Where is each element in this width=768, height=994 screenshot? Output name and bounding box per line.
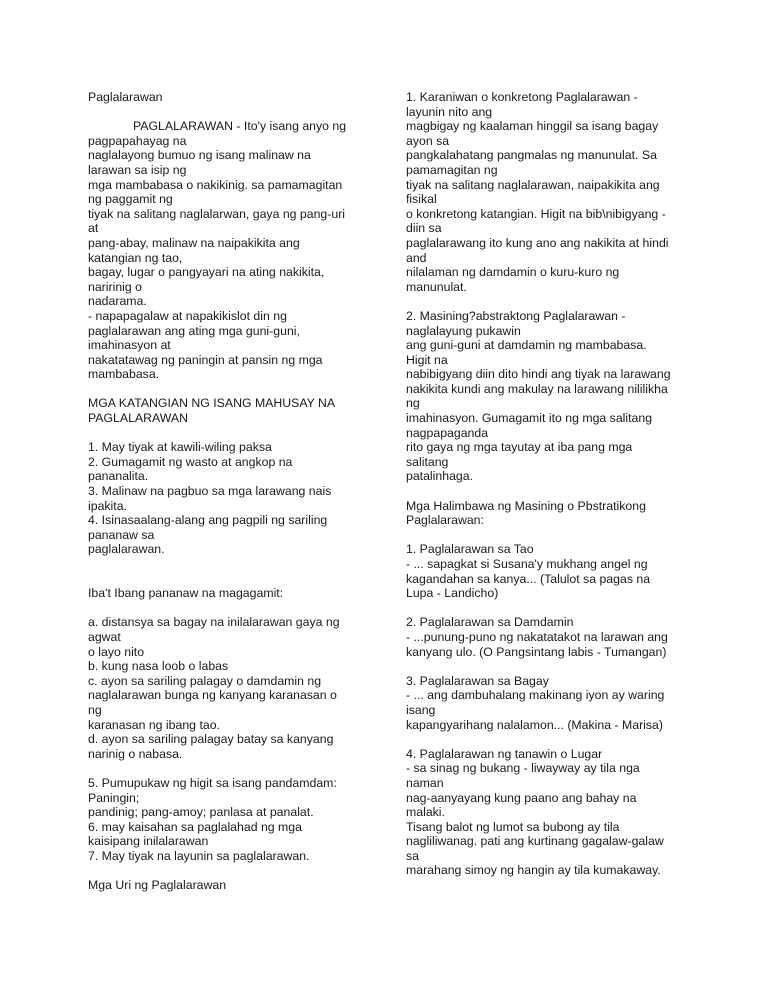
text-line: naglalayong bumuo ng isang malinaw na [88, 148, 311, 163]
text-line: sa [406, 848, 419, 863]
text-line: 2. Gumagamit ng wasto at angkop na [88, 454, 293, 469]
text-line [406, 484, 696, 499]
text-line: Mga Halimbawa ng Masining o Pbstratikong [406, 498, 646, 513]
text-line: paglalarawan ang ating mga guni-guni, [88, 323, 300, 338]
text-line: ang guni-guni at damdamin ng mambabasa. [406, 338, 647, 353]
text-line: 3. Paglalarawan sa Bagay [406, 673, 549, 688]
text-line: 3. Malinaw na pagbuo sa mga larawang nais [88, 484, 332, 499]
text-line: salitang [406, 454, 449, 469]
text-line: Mga Uri ng Paglalarawan [88, 878, 227, 893]
text-line: - ...punung-puno ng nakatatakot na larawan ang [406, 629, 668, 644]
text-line: Paglalarawan: [406, 513, 484, 528]
text-line: imahinasyon at [88, 338, 171, 353]
text-line: naman [406, 775, 444, 790]
text-line: diin sa [406, 221, 442, 236]
text-line: Paningin; [88, 790, 140, 805]
text-line: pananaw sa [88, 527, 155, 542]
text-line: mga mambabasa o nakikinig. sa pamamagitan [88, 177, 343, 192]
text-line: MGA KATANGIAN NG ISANG MAHUSAY NA [88, 396, 336, 411]
text-line: nakikita kundi ang makulay na larawang nililikha [406, 381, 668, 396]
text-line: ng [406, 396, 420, 411]
text-line [88, 426, 370, 441]
text-line: kapangyarihang nalalamon... (Makina - Marisa) [406, 717, 663, 732]
text-line: o layo nito [88, 644, 145, 659]
text-line: ng [88, 702, 102, 717]
text-line: tiyak na salitang naglalarawan, naipakikita ang [406, 177, 660, 192]
left-column [88, 90, 370, 893]
text-line: naglalayung pukawin [406, 323, 521, 338]
text-line: isang [406, 702, 436, 717]
text-line: at [88, 221, 99, 236]
text-line: b. kung nasa loob o labas [88, 659, 229, 674]
text-line: magbigay ng kaalaman hinggil sa isang bagay [406, 119, 659, 134]
text-line [88, 601, 370, 616]
text-line: and [406, 250, 427, 265]
text-line: 1. Karaniwan o konkretong Paglalarawan - [406, 90, 638, 104]
text-line: mambabasa. [88, 367, 160, 382]
text-line: c. ayon sa sariling palagay o damdamin ng [88, 673, 322, 688]
text-line: kaisipang inilalarawan [88, 834, 209, 849]
text-line: 7. May tiyak na layunin sa paglalarawan. [88, 848, 310, 863]
text-line: karanasan ng ibang tao. [88, 717, 220, 732]
text-line: o konkretong katangian. Higit na bib\nibigyang - [406, 206, 666, 221]
text-line [406, 732, 696, 747]
text-line: - ... sapagkat si Susana'y mukhang angel ng [406, 557, 648, 571]
text-line: naglalarawan bunga ng kanyang karanasan o [88, 688, 337, 703]
text-line: - napapagalaw at napakikislot din ng [88, 308, 287, 323]
text-line: paglalarawan. [88, 542, 165, 557]
text-line [406, 528, 696, 543]
text-line: nagliliwanag. pati ang kurtinang gagalaw-galaw [406, 834, 664, 849]
text-line: layunin nito ang [406, 104, 493, 119]
text-line: 2. Masining?abstraktong Paglalarawan - [406, 308, 626, 323]
text-line: nilalaman ng damdamin o kuru-kuro ng [406, 265, 620, 280]
text-line: ipakita. [88, 498, 127, 513]
text-line: 4. Isinasaalang-alang ang pagpili ng sariling [88, 513, 328, 528]
text-line [88, 382, 370, 397]
text-line: pamamagitan ng [406, 162, 498, 177]
text-line: kagandahan sa kanya... (Talulot sa pagas na [406, 571, 651, 586]
text-line: pagpapahayag na [88, 133, 187, 148]
text-line: pangkalahatang pangmalas ng manunulat. Sa [406, 148, 657, 163]
text-line: pang-abay, malinaw na naipakikita ang [88, 235, 300, 250]
text-line: marahang simoy ng hangin ay tila kumakaway. [406, 863, 661, 878]
text-line [88, 557, 370, 572]
text-line: narinig o nabasa. [88, 746, 183, 761]
text-line: Lupa - Landicho) [406, 586, 499, 601]
text-line [406, 659, 696, 674]
text-line [88, 761, 370, 776]
text-line: Paglalarawan [88, 90, 163, 104]
text-line: 5. Pumupukaw ng higit sa isang pandamdam: [88, 775, 337, 790]
text-line: nakatatawag ng paningin at pansin ng mga [88, 352, 323, 367]
text-line: d. ayon sa sariling palagay batay sa kanyang [88, 732, 334, 747]
text-line: larawan sa isip ng [88, 162, 187, 177]
text-line [88, 105, 370, 120]
text-line: Tisang balot ng lumot sa bubong ay tila [406, 819, 620, 834]
text-line: 4. Paglalarawan ng tanawin o Lugar [406, 746, 603, 761]
text-line: nagpapaganda [406, 425, 489, 440]
text-line: paglalarawang ito kung ano ang nakikita at hindi [406, 235, 669, 250]
right-column [406, 90, 696, 878]
text-line: pananalita. [88, 469, 149, 484]
text-line: Higit na [406, 352, 448, 367]
text-line: rito gaya ng mga tayutay at iba pang mga [406, 440, 633, 455]
text-line: bagay, lugar o pangyayari na ating nakikita, [88, 265, 325, 280]
text-line: - ... ang dambuhalang makinang iyon ay waring [406, 688, 665, 703]
text-line: fisikal [406, 192, 437, 207]
text-line [406, 294, 696, 309]
text-line: PAGLALARAWAN - Ito'y isang anyo ng [133, 119, 347, 134]
text-line: 2. Paglalarawan sa Damdamin [406, 615, 574, 630]
text-line: PAGLALARAWAN [88, 411, 188, 426]
text-line: katangian ng tao, [88, 250, 183, 265]
text-line: ng paggamit ng [88, 192, 173, 207]
text-line [88, 863, 370, 878]
text-line: - sa sinag ng bukang - liwayway ay tila nga [406, 761, 640, 776]
text-line: 1. Paglalarawan sa Tao [406, 542, 534, 557]
text-line: imahinasyon. Gumagamit ito ng mga salitang [406, 411, 653, 426]
text-line: Iba't Ibang pananaw na magagamit: [88, 586, 284, 601]
text-line: naririnig o [88, 279, 142, 294]
text-line: tiyak na salitang naglalarwan, gaya ng pang-uri [88, 206, 346, 221]
text-line: 6. may kaisahan sa paglalahad ng mga [88, 819, 302, 834]
text-line: nadarama. [88, 294, 147, 309]
text-line: manunulat. [406, 279, 467, 294]
text-line: agwat [88, 629, 121, 644]
text-line: pandinig; pang-amoy; panlasa at panalat. [88, 805, 314, 820]
text-line: nabibigyang diin dito hindi ang tiyak na larawang [406, 367, 671, 382]
text-line: 1. May tiyak at kawili-wiling paksa [88, 440, 272, 455]
text-line: nag-aanyayang kung paano ang bahay na [406, 790, 637, 805]
text-line: a. distansya sa bagay na inilalarawan gaya ng [88, 615, 340, 630]
text-line [406, 601, 696, 616]
text-line: ayon sa [406, 133, 450, 148]
text-line: kanyang ulo. (O Pangsintang labis - Tumangan) [406, 644, 667, 659]
text-line [88, 572, 370, 587]
text-line: patalinhaga. [406, 469, 474, 484]
text-line: malaki. [406, 805, 445, 820]
